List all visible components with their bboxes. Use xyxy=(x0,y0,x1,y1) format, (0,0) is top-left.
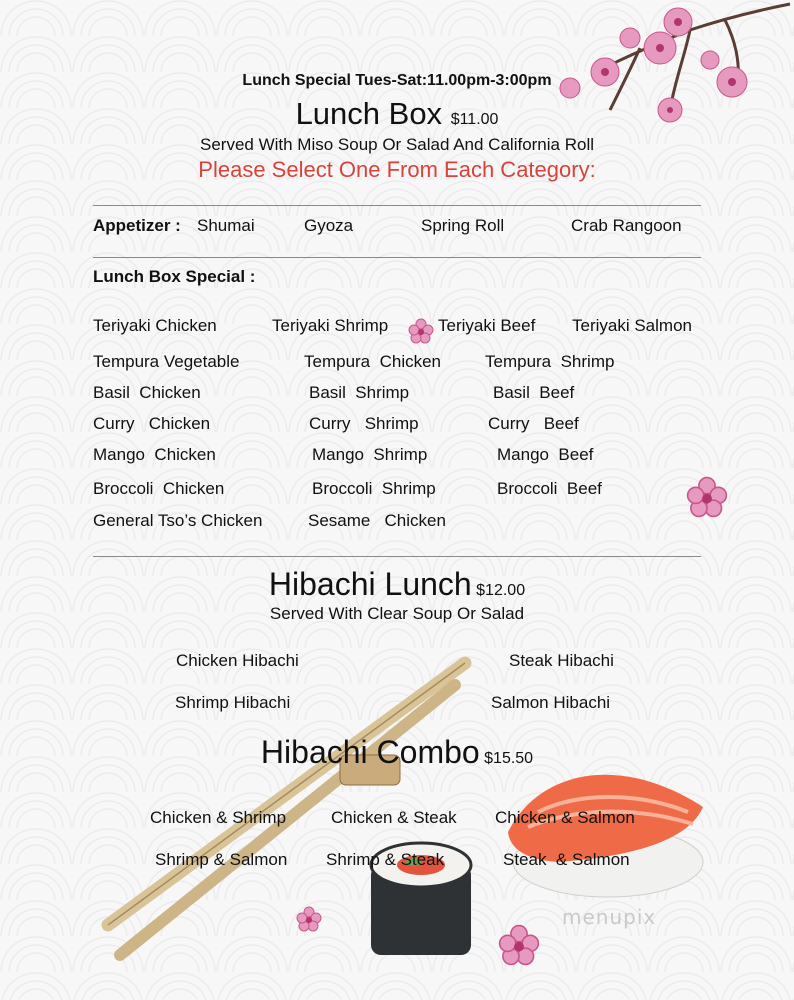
menu-item: Teriyaki Salmon xyxy=(572,316,692,335)
lunch-box-heading xyxy=(0,96,794,132)
hibachi-item: Steak Hibachi xyxy=(509,651,614,670)
divider xyxy=(93,556,701,557)
menu-item: Basil Shrimp xyxy=(309,383,410,402)
watermark: menupix xyxy=(562,905,657,929)
menu-item: Teriyaki Chicken xyxy=(93,316,217,335)
combo-item: Steak & Salmon xyxy=(503,850,630,869)
menu-item: Curry Beef xyxy=(488,414,579,433)
lunch-box-title: Lunch Box xyxy=(295,96,443,131)
menu-item: Mango Chicken xyxy=(93,445,216,464)
menu-item: Teriyaki Beef xyxy=(438,316,536,335)
menu-item: Tempura Vegetable xyxy=(93,352,240,371)
menu-item: Curry Shrimp xyxy=(309,414,419,433)
combo-item: Shrimp & Steak xyxy=(326,850,445,869)
combo-item: Chicken & Salmon xyxy=(495,808,635,827)
hibachi-lunch-heading xyxy=(0,566,794,603)
hibachi-item: Chicken Hibachi xyxy=(176,651,299,670)
menu-item: General Tso’s Chicken xyxy=(93,511,263,530)
selection-instruction: Please Select One From Each Category: xyxy=(198,157,596,182)
hibachi-item: Salmon Hibachi xyxy=(491,693,611,712)
blossom-flower-icon xyxy=(686,476,728,518)
hibachi-item: Shrimp Hibachi xyxy=(175,693,291,712)
menu-item: Sesame Chicken xyxy=(308,511,446,530)
hibachi-combo-heading xyxy=(0,734,794,771)
lunch-box-price: $11.00 xyxy=(450,111,499,128)
appetizer-item: Gyoza xyxy=(304,216,354,235)
menu-item: Teriyaki Shrimp xyxy=(272,316,389,335)
hibachi-combo-title: Hibachi Combo xyxy=(260,734,480,770)
menu-item: Basil Chicken xyxy=(93,383,201,402)
appetizer-label: Appetizer : xyxy=(93,216,181,235)
menu-item: Tempura Shrimp xyxy=(485,352,615,371)
hibachi-lunch-price: $12.00 xyxy=(476,582,526,599)
menu-item: Tempura Chicken xyxy=(304,352,442,371)
menu-item: Basil Beef xyxy=(493,383,575,402)
hibachi-lunch-subtitle: Served With Clear Soup Or Salad xyxy=(269,604,525,623)
menu-item: Mango Beef xyxy=(497,445,594,464)
hibachi-combo-price: $15.50 xyxy=(484,750,534,767)
combo-item: Chicken & Shrimp xyxy=(150,808,287,827)
hibachi-lunch-title: Hibachi Lunch xyxy=(268,566,472,602)
lunch-special-hours: Lunch Special Tues-Sat:11.00pm-3:00pm xyxy=(242,72,552,89)
menu-item: Curry Chicken xyxy=(93,414,211,433)
appetizer-item: Spring Roll xyxy=(421,216,505,235)
combo-item: Shrimp & Salmon xyxy=(155,850,288,869)
menu-item: Broccoli Shrimp xyxy=(312,479,436,498)
appetizer-item: Shumai xyxy=(197,216,255,235)
lunch-box-special-label: Lunch Box Special : xyxy=(93,267,256,286)
menu-item: Broccoli Beef xyxy=(497,479,602,498)
lunch-box-subtitle: Served With Miso Soup Or Salad And California Roll xyxy=(199,135,594,154)
blossom-flower-icon xyxy=(408,318,434,344)
combo-item: Chicken & Steak xyxy=(331,808,457,827)
menu-item: Broccoli Chicken xyxy=(93,479,225,498)
blossom-flower-icon xyxy=(498,924,540,966)
appetizer-item: Crab Rangoon xyxy=(571,216,682,235)
menu-item: Mango Shrimp xyxy=(312,445,428,464)
blossom-flower-icon xyxy=(296,906,322,932)
divider xyxy=(93,257,701,258)
divider xyxy=(93,205,701,206)
